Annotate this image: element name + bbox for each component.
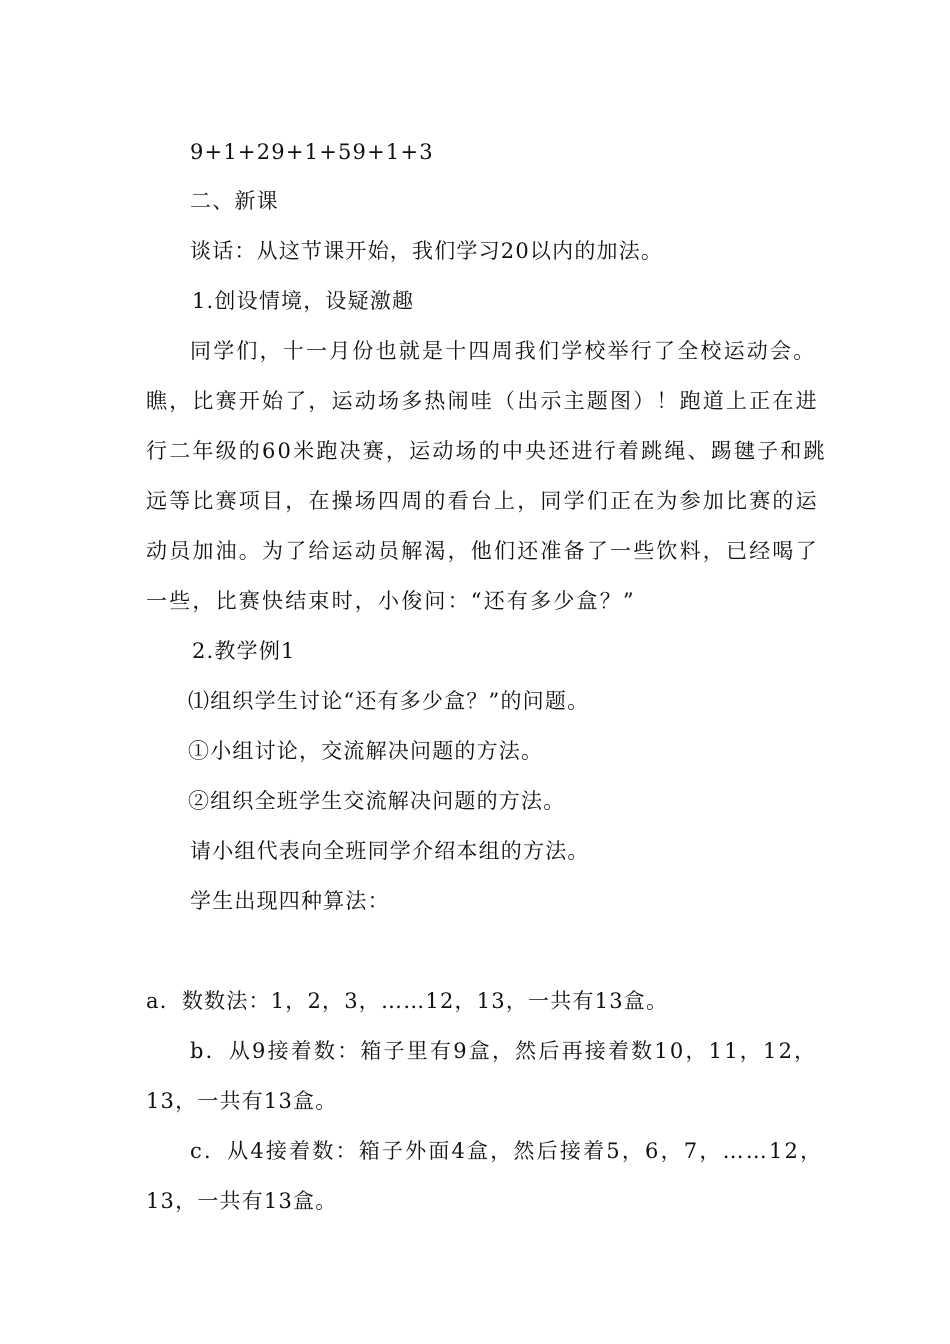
subheading-2: 2.教学例1	[192, 639, 296, 663]
method-a: a．数数法：1，2，3，……12，13，一共有13盒。	[146, 989, 669, 1013]
text-line-representative: 请小组代表向全班同学介绍本组的方法。	[190, 839, 590, 863]
method-b-line-2: 13，一共有13盒。	[146, 1089, 338, 1113]
method-b-line-1: b．从9接着数：箱子里有9盒，然后再接着数10，11，12，	[190, 1039, 818, 1063]
paragraph-line-2: 瞧，比赛开始了，运动场多热闹哇（出示主题图）！跑道上正在进	[146, 389, 819, 413]
paragraph-line-1: 同学们，十一月份也就是十四周我们学校举行了全校运动会。	[190, 339, 817, 363]
subheading-1: 1.创设情境，设疑激趣	[192, 289, 415, 313]
text-line-talk: 谈话：从这节课开始，我们学习20以内的加法。	[190, 239, 664, 263]
paragraph-line-3: 行二年级的60米跑决赛，运动场的中央还进行着跳绳、踢毽子和跳	[146, 439, 827, 463]
text-line-class-exchange: ②组织全班学生交流解决问题的方法。	[188, 789, 566, 813]
text-line-group-discussion: ①小组讨论，交流解决问题的方法。	[188, 739, 544, 763]
text-line-four-methods: 学生出现四种算法：	[190, 889, 390, 913]
text-line-expression: 9+1+29+1+59+1+3	[190, 140, 434, 164]
paragraph-line-5: 动员加油。为了给运动员解渴，他们还准备了一些饮料，已经喝了	[146, 539, 819, 563]
paragraph-line-6: 一些，比赛快结束时，小俊问：“还有多少盒？”	[146, 589, 636, 613]
text-line-discussion: ⑴组织学生讨论“还有多少盒？”的问题。	[188, 689, 590, 713]
method-c-line-2: 13，一共有13盒。	[146, 1189, 338, 1213]
paragraph-line-4: 远等比赛项目，在操场四周的看台上，同学们正在为参加比赛的运	[146, 489, 819, 513]
method-c-line-1: c．从4接着数：箱子外面4盒，然后接着5，6，7，……12，	[190, 1139, 824, 1163]
section-heading-new-lesson: 二、新课	[190, 189, 279, 213]
